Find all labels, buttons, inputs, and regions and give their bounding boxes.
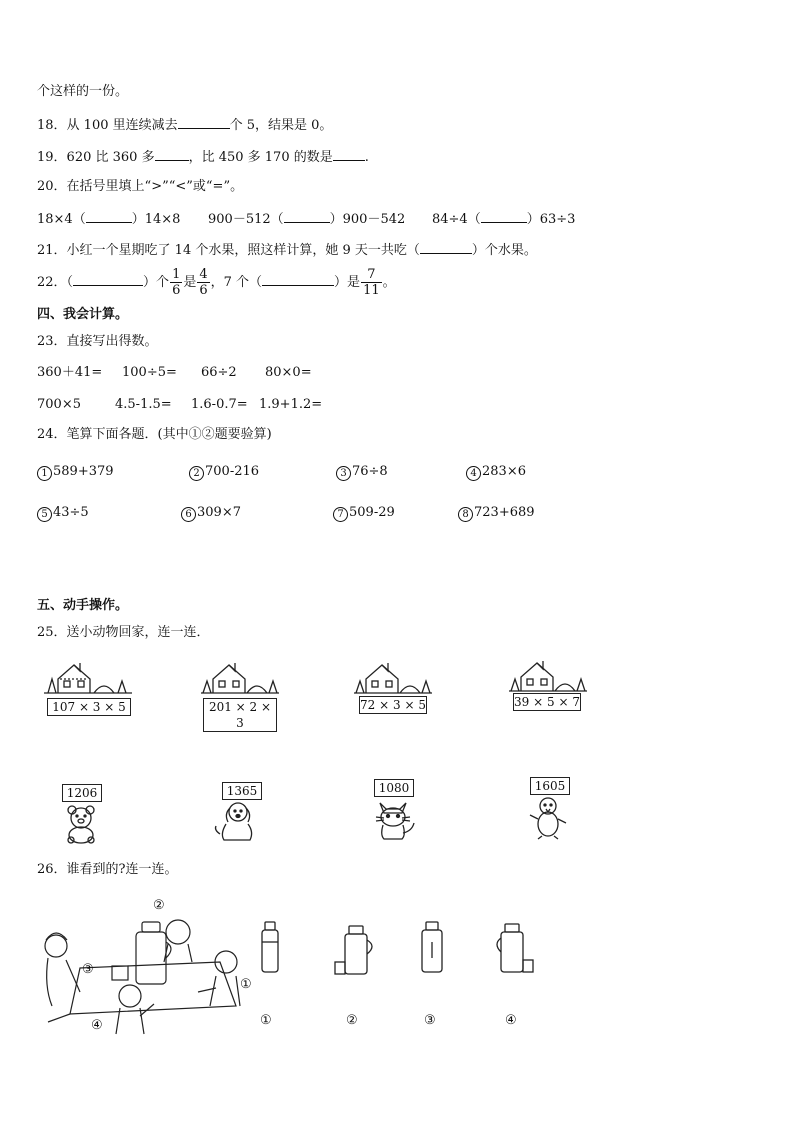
house-4-icon bbox=[509, 655, 589, 697]
house-4-expression[interactable]: 39 × 5 × 7 bbox=[514, 695, 580, 709]
q20-item-3-blank[interactable] bbox=[481, 210, 527, 223]
table-scene-illustration bbox=[40, 896, 260, 1036]
q24-item-1 bbox=[37, 464, 114, 481]
q24-text: 24．笔算下面各题．(其中①②题要验算) bbox=[37, 427, 272, 442]
q24-item-4 bbox=[466, 464, 526, 481]
q24-item-2 bbox=[189, 464, 259, 481]
view-label-4: ④ bbox=[505, 1013, 517, 1028]
q20-item-3 bbox=[432, 210, 575, 228]
animal-3-number[interactable]: 1080 bbox=[374, 779, 414, 797]
q24-item-1-number: 1 bbox=[37, 466, 52, 481]
bear-icon bbox=[60, 802, 102, 844]
q24-item-2-expr: 700-216 bbox=[205, 464, 260, 479]
q24-item-8-number: 8 bbox=[458, 507, 473, 522]
q24-item-7-expr: 509-29 bbox=[349, 505, 395, 520]
q20-item-1-right: ）14×8 bbox=[131, 212, 181, 227]
q23-row2-item-3: 1.6-0.7= bbox=[191, 397, 248, 412]
animal-2-number[interactable]: 1365 bbox=[222, 782, 262, 800]
dog-icon bbox=[212, 800, 260, 842]
animal-1-number[interactable]: 1206 bbox=[62, 784, 102, 802]
q20-item-3-left: 84÷4（ bbox=[432, 212, 481, 227]
q23-row1-item-1: 360＋41= bbox=[37, 365, 103, 380]
view-3-thermos-icon bbox=[418, 920, 446, 976]
q18-text-post: 个 5，结果是 0。 bbox=[229, 118, 333, 133]
house-1-icon bbox=[44, 657, 134, 699]
q20-item-1 bbox=[37, 210, 180, 228]
q23-row2-item-4: 1.9+1.2= bbox=[259, 397, 323, 412]
question-18 bbox=[37, 116, 332, 134]
q19-answer-blank-2[interactable] bbox=[333, 148, 365, 161]
view-1-thermos-icon bbox=[258, 920, 282, 976]
q21-text-post: ）个水果。 bbox=[471, 243, 537, 258]
section-4-heading: 四、我会计算。 bbox=[37, 307, 129, 322]
view-2-thermos-icon bbox=[333, 922, 379, 976]
q22-text-post: 。 bbox=[382, 275, 396, 290]
q23-row2-item-2: 4.5-1.5= bbox=[115, 397, 172, 412]
q21-text-pre: 21．小红一个星期吃了 14 个水果，照这样计算，她 9 天一共吃（ bbox=[37, 243, 420, 258]
scene-label-1: ① bbox=[240, 977, 252, 992]
house-2-expression[interactable]: 201 × 2 × 3 bbox=[203, 698, 277, 732]
q23-text: 23．直接写出得数。 bbox=[37, 334, 158, 349]
q22-fraction-3-numerator: 7 bbox=[361, 267, 382, 283]
house-2-icon bbox=[201, 657, 281, 699]
q22-fraction-3 bbox=[361, 267, 382, 298]
q23-row2-item-1: 700×5 bbox=[37, 397, 81, 412]
q24-item-6-expr: 309×7 bbox=[197, 505, 241, 520]
house-3-expression[interactable]: 72 × 3 × 5 bbox=[360, 698, 426, 712]
house-1-expression[interactable]: 107 × 3 × 5 bbox=[47, 698, 131, 716]
q20-text: 20．在括号里填上“>”“<”或“=”。 bbox=[37, 179, 244, 194]
q24-item-4-expr: 283×6 bbox=[482, 464, 526, 479]
house-3-icon bbox=[354, 657, 434, 699]
question-21 bbox=[37, 241, 537, 259]
q20-item-2-blank[interactable] bbox=[284, 210, 330, 223]
q22-fraction-1-denominator: 6 bbox=[172, 283, 181, 298]
q24-item-7-number: 7 bbox=[333, 507, 348, 522]
q24-item-7 bbox=[333, 505, 395, 522]
q17-tail: 个这样的一份。 bbox=[37, 84, 129, 99]
q24-item-1-expr: 589+379 bbox=[53, 464, 114, 479]
q22-text-mid3: ）是 bbox=[334, 275, 361, 290]
q19-text-mid: ，比 450 多 170 的数是 bbox=[188, 150, 333, 165]
q18-text-pre: 18．从 100 里连续减去 bbox=[37, 118, 178, 133]
q21-answer-blank[interactable] bbox=[420, 241, 472, 254]
scene-label-3: ③ bbox=[82, 962, 94, 977]
q20-item-1-left: 18×4（ bbox=[37, 212, 86, 227]
view-label-3: ③ bbox=[424, 1013, 436, 1028]
question-19 bbox=[37, 148, 369, 166]
q24-item-8-expr: 723+689 bbox=[474, 505, 535, 520]
q22-fraction-2-numerator: 4 bbox=[199, 267, 208, 282]
scene-label-2: ② bbox=[153, 898, 165, 913]
q23-row1-item-3: 66÷2 bbox=[201, 365, 237, 380]
q22-fraction-1 bbox=[170, 267, 182, 298]
q20-item-2-left: 900－512（ bbox=[208, 212, 284, 227]
q18-answer-blank[interactable] bbox=[178, 116, 230, 129]
q24-item-8 bbox=[458, 505, 535, 522]
view-label-1: ① bbox=[260, 1013, 272, 1028]
q24-item-4-number: 4 bbox=[466, 466, 481, 481]
penguin-icon bbox=[526, 795, 570, 841]
q22-fraction-2 bbox=[197, 267, 209, 298]
q20-item-2-right: ）900－542 bbox=[329, 212, 406, 227]
q24-item-5 bbox=[37, 505, 89, 522]
q24-item-3 bbox=[336, 464, 388, 481]
q19-answer-blank-1[interactable] bbox=[155, 148, 189, 161]
q19-text-pre: 19．620 比 360 多 bbox=[37, 150, 155, 165]
q26-text: 26．谁看到的?连一连。 bbox=[37, 862, 178, 877]
q24-item-2-number: 2 bbox=[189, 466, 204, 481]
q22-text-pre: 22．（ bbox=[37, 275, 74, 290]
q25-text: 25．送小动物回家，连一连． bbox=[37, 625, 210, 640]
q24-item-6-number: 6 bbox=[181, 507, 196, 522]
cat-icon bbox=[370, 797, 416, 841]
q22-text-mid2: ，7 个（ bbox=[210, 275, 263, 290]
q23-row1-item-2: 100÷5= bbox=[122, 365, 177, 380]
scene-label-4: ④ bbox=[91, 1018, 103, 1033]
q22-fraction-2-denominator: 6 bbox=[199, 283, 208, 298]
view-label-2: ② bbox=[346, 1013, 358, 1028]
q22-fraction-1-numerator: 1 bbox=[172, 267, 181, 282]
q24-item-5-expr: 43÷5 bbox=[53, 505, 89, 520]
q24-item-3-expr: 76÷8 bbox=[352, 464, 388, 479]
q20-item-2 bbox=[208, 210, 405, 228]
view-4-thermos-icon bbox=[493, 920, 537, 976]
q22-text-is: 是 bbox=[183, 275, 197, 290]
q24-item-6 bbox=[181, 505, 241, 522]
q22-answer-blank-1[interactable] bbox=[73, 273, 143, 286]
q23-row1-item-4: 80×0= bbox=[265, 365, 312, 380]
q22-answer-blank-2[interactable] bbox=[262, 273, 334, 286]
q20-item-1-blank[interactable] bbox=[86, 210, 132, 223]
q22-fraction-3-denominator: 11 bbox=[363, 283, 380, 298]
q24-item-5-number: 5 bbox=[37, 507, 52, 522]
question-22 bbox=[37, 266, 396, 300]
q22-text-mid1: ）个 bbox=[143, 275, 170, 290]
q19-text-post: . bbox=[364, 150, 369, 165]
q20-item-3-right: ）63÷3 bbox=[526, 212, 576, 227]
q24-item-3-number: 3 bbox=[336, 466, 351, 481]
section-5-heading: 五、动手操作。 bbox=[37, 598, 129, 613]
animal-4-number[interactable]: 1605 bbox=[530, 777, 570, 795]
